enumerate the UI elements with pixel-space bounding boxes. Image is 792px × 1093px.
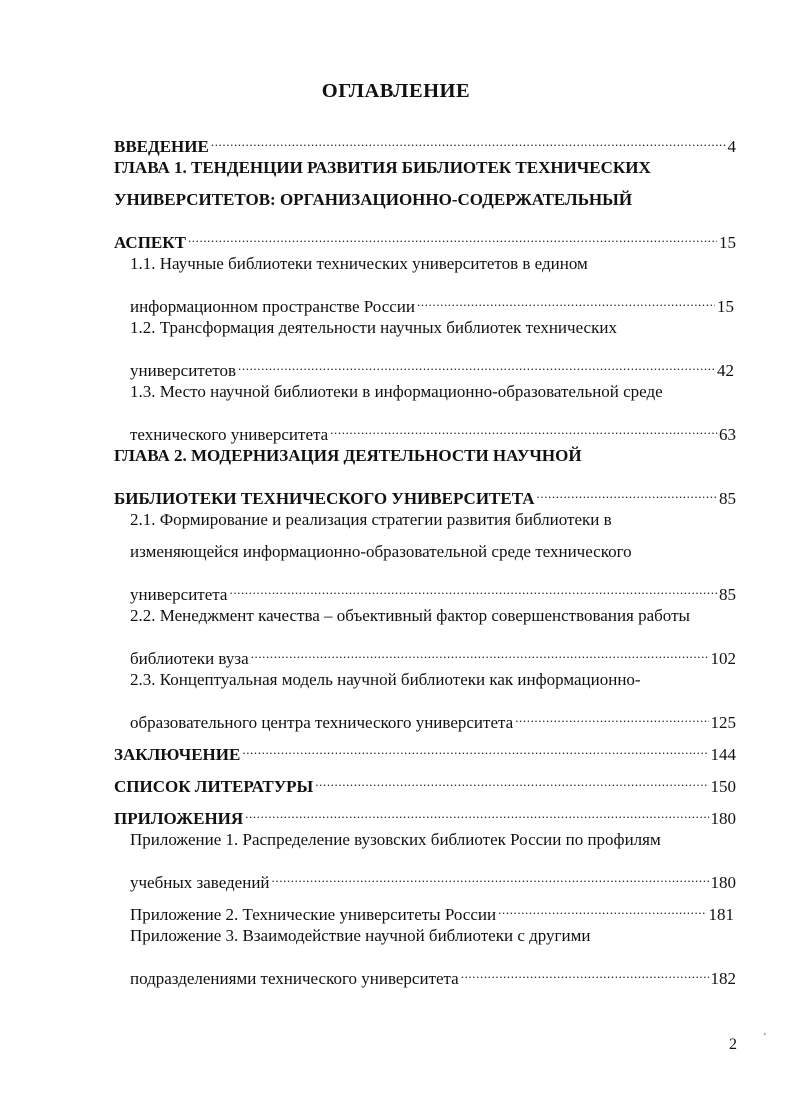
toc-entry-text: СПИСОК ЛИТЕРАТУРЫ [114,777,314,796]
toc-entry-text: ВВЕДЕНИЕ [114,137,209,156]
toc-entry-text: 2.2. Менеджмент качества – объективный фактор совершенствования работы [130,606,690,625]
toc-entry-text: 1.2. Трансформация деятельности научных библиотек технических [130,318,617,337]
toc-entry-text: ПРИЛОЖЕНИЯ [114,809,244,828]
page-number: 2 [729,1036,737,1053]
toc-leader-dots [315,760,708,792]
toc-title: ОГЛАВЛЕНИЕ [321,80,471,102]
toc-entry [114,792,736,828]
toc-entry-text: университетов [130,361,237,380]
toc-entry-text: информационном пространстве России [130,297,415,316]
toc-entry-page: 4 [727,137,736,156]
toc-leader-dots [242,728,708,760]
toc-entry-page: 63 [719,425,736,444]
toc-entry-text: БИБЛИОТЕКИ ТЕХНИЧЕСКОГО УНИВЕРСИТЕТА [114,489,535,508]
toc-entry [114,184,632,216]
toc-entry-text: АСПЕКТ [114,233,186,252]
toc-entry-page: 125 [710,713,736,732]
toc-leader-dots [188,216,717,248]
toc-leader-dots [238,344,715,376]
toc-entry [114,440,582,472]
scan-speck: ' [764,1032,766,1043]
toc-entry [114,728,736,764]
toc-entry-page: 102 [710,649,736,668]
toc-entry [130,600,690,632]
toc-entry-text: образовательного центра технического университета [130,713,514,732]
toc-leader-dots [330,408,717,440]
toc-entry [130,664,641,696]
toc-entry [130,312,617,344]
toc-leader-dots [245,792,708,824]
toc-entry [130,344,734,380]
toc-entry-text: 1.1. Научные библиотеки технических университетов в едином [130,254,588,273]
toc-leader-dots [498,888,706,920]
toc-entry [130,504,612,536]
toc-entry-page: 85 [719,585,736,604]
toc-entry-text: 1.3. Место научной библиотеки в информационно-образовательной среде [130,382,663,401]
toc-entry [130,952,736,988]
toc-entry [114,472,736,508]
toc-leader-dots [417,280,715,312]
toc-entry-text: 2.1. Формирование и реализация стратегии развития библиотеки в [130,510,612,529]
toc-leader-dots [251,632,709,664]
toc-entry [130,376,663,408]
toc-entry-page: 15 [717,297,734,316]
toc-entry [130,920,590,952]
toc-entry [130,888,734,924]
toc-entry-text: 2.3. Концептуальная модель научной библиотеки как информационно- [130,670,641,689]
toc-entry [114,760,736,796]
toc-entry-text: ГЛАВА 1. ТЕНДЕНЦИИ РАЗВИТИЯ БИБЛИОТЕК ТЕХНИЧЕСКИХ [114,158,651,177]
toc-entry [114,152,651,184]
toc-entry-text: университета [130,585,228,604]
toc-entry [130,632,736,668]
toc-entry [130,824,661,856]
toc-entry-page: 180 [710,809,736,828]
toc-leader-dots [461,952,709,984]
toc-entry [130,568,736,604]
toc-entry-page: 85 [719,489,736,508]
toc-entry-text: ЗАКЛЮЧЕНИЕ [114,745,241,764]
toc-entry-page: 144 [710,745,736,764]
toc-entry-page: 15 [719,233,736,252]
toc-entry-text: Приложение 1. Распределение вузовских библиотек России по профилям [130,830,661,849]
toc-entry [114,120,736,156]
toc-leader-dots [515,696,708,728]
toc-entry [130,408,736,444]
toc-entry-text: Приложение 3. Взаимодействие научной библиотеки с другими [130,926,591,945]
toc-entry-page: 42 [717,361,734,380]
toc-leader-dots [229,568,717,600]
toc-entry-text: учебных заведений [130,873,270,892]
toc-leader-dots [272,856,709,888]
toc-leader-dots [537,472,718,504]
toc-entry-text: библиотеки вуза [130,649,249,668]
toc-entry-text: изменяющейся информационно-образовательной среде технического [130,542,632,561]
toc-entry-text: подразделениями технического университета [130,969,459,988]
toc-entry [130,696,736,732]
toc-entry-text: УНИВЕРСИТЕТОВ: ОРГАНИЗАЦИОННО-СОДЕРЖАТЕЛЬНЫЙ [114,190,633,209]
toc-entry [130,536,632,568]
toc-entry-page: 150 [710,777,736,796]
toc-entry-page: 182 [710,969,736,988]
toc-entry [114,216,736,252]
toc-entry [130,280,734,316]
toc-entry-page: 180 [710,873,736,892]
toc-entry [130,856,736,892]
toc-entry [130,248,588,280]
toc-entry-page: 181 [708,905,734,924]
toc-leader-dots [211,120,726,152]
toc-entry-text: технического университета [130,425,329,444]
toc-entry-text: ГЛАВА 2. МОДЕРНИЗАЦИЯ ДЕЯТЕЛЬНОСТИ НАУЧНОЙ [114,446,582,465]
toc-entry-text: Приложение 2. Технические университеты России [130,905,497,924]
